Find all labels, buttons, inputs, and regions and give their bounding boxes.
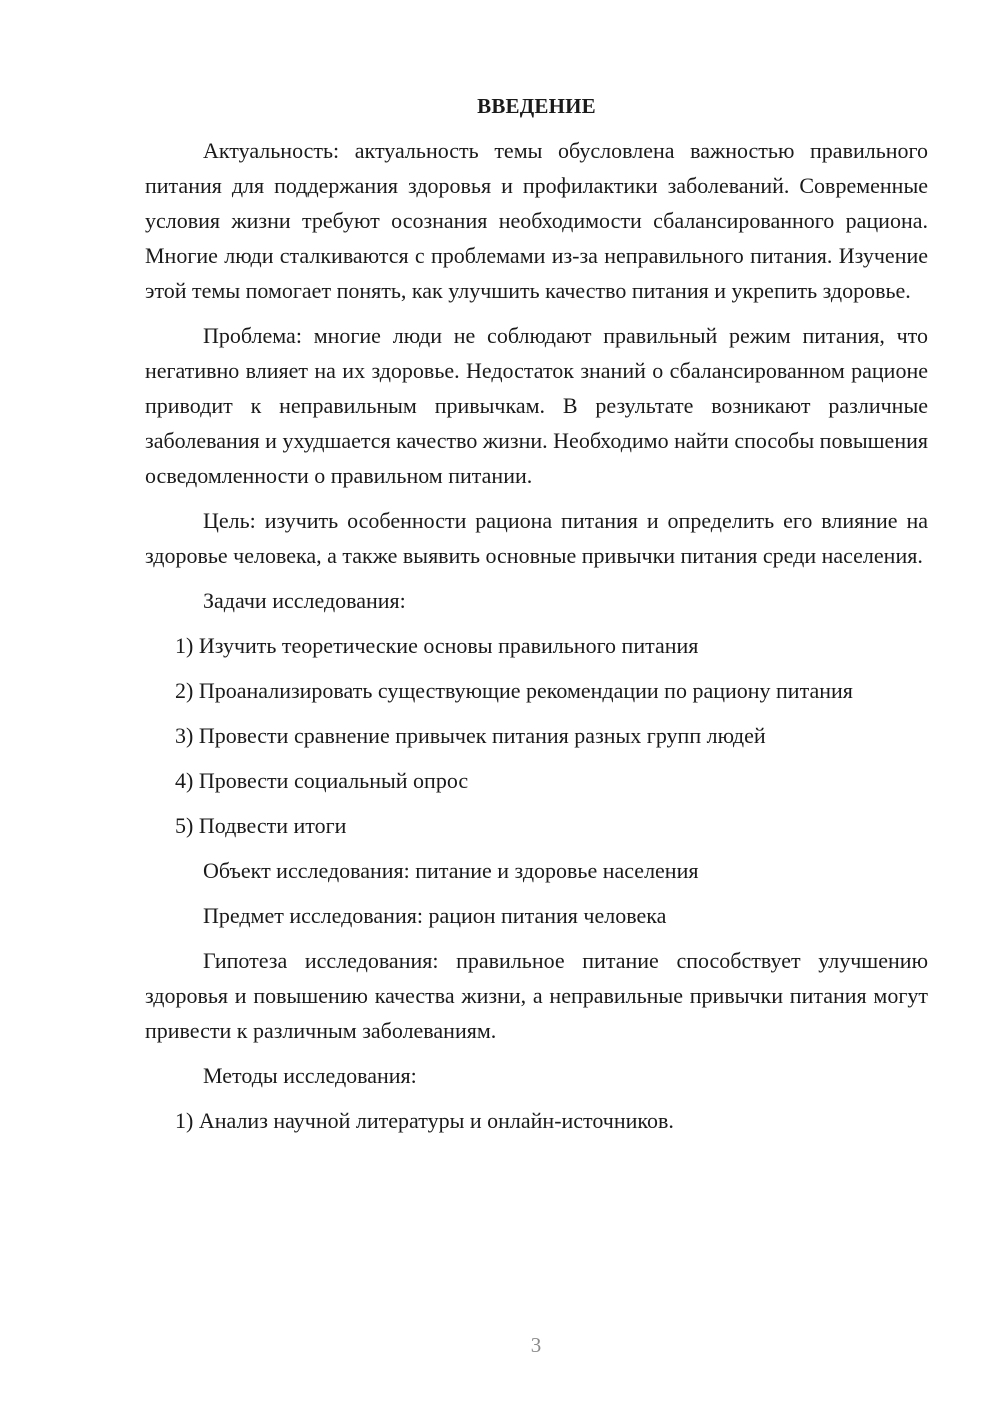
list-item: 5) Подвести итоги: [175, 813, 347, 838]
page-number: 3: [530, 1333, 542, 1357]
list-item: 1) Изучить теоретические основы правильного питания: [175, 633, 699, 658]
document-page: [145, 94, 928, 1138]
subject-paragraph: Предмет исследования: рацион питания человека: [203, 903, 667, 928]
list-item: 2) Проанализировать существующие рекомендации по рациону питания: [175, 678, 853, 703]
problem-paragraph: Проблема: многие люди не соблюдают правильный режим питания, что негативно влияет на их здоровье. Недостаток знаний о сбалансированном рационе приводит к неправильным привычкам. В результате возникают различные заболевания и ухудшается качество жизни. Необходимо найти способы повышения осведомленности о правильном питании.: [145, 323, 928, 488]
goal-paragraph: Цель: изучить особенности рациона питания и определить его влияние на здоровье человека, а также выявить основные привычки питания среди населения.: [145, 508, 928, 568]
tasks-heading: Задачи исследования:: [203, 588, 406, 613]
page-title: ВВЕДЕНИЕ: [477, 94, 596, 118]
object-paragraph: Объект исследования: питание и здоровье населения: [203, 858, 699, 883]
list-item: 4) Провести социальный опрос: [175, 768, 469, 793]
relevance-paragraph: Актуальность: актуальность темы обусловлена важностью правильного питания для поддержания здоровья и профилактики заболеваний. Современные условия жизни требуют осознания необходимости сбалансированного рациона. Многие люди сталкиваются с проблемами из-за неправильного питания. Изучение этой темы помогает понять, как улучшить качество питания и укрепить здоровье.: [145, 138, 928, 303]
list-item: 3) Провести сравнение привычек питания разных групп людей: [175, 723, 766, 748]
hypothesis-paragraph: Гипотеза исследования: правильное питание способствует улучшению здоровья и повышению качества жизни, а неправильные привычки питания могут привести к различным заболеваниям.: [145, 948, 928, 1043]
list-item: 1) Анализ научной литературы и онлайн-источников.: [175, 1108, 674, 1133]
methods-heading: Методы исследования:: [203, 1063, 417, 1088]
